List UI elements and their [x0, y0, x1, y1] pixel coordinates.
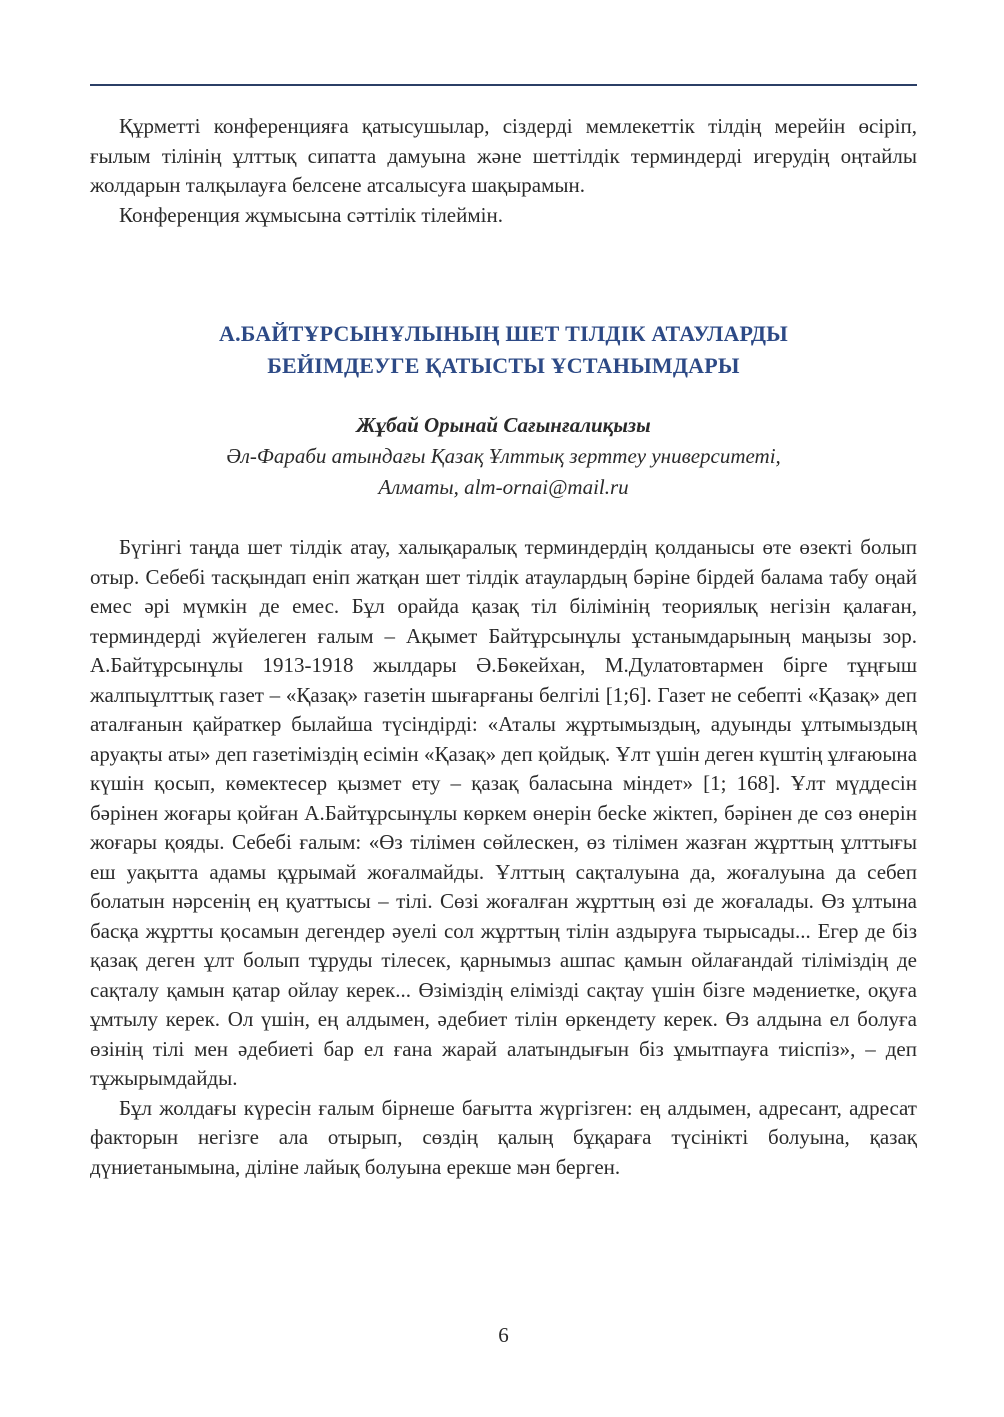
intro-section	[90, 112, 917, 230]
article-title-line: БЕЙІМДЕУГЕ ҚАТЫСТЫ ҰСТАНЫМДАРЫ	[267, 353, 740, 378]
article-title-line: А.БАЙТҰРСЫНҰЛЫНЫҢ ШЕТ ТІЛДІК АТАУЛАРДЫ	[219, 321, 788, 346]
page-number: 6	[498, 1323, 509, 1347]
intro-paragraph: Құрметті конференцияға қатысушылар, сіздерді мемлекеттік тілдің мерейін өсіріп, ғылым тілінің ұлттық сипатта дамуына және шеттілдік терминдерді игерудің оңтайлы жолдарын талқылауға белсене атсалысуға шақырамын.	[90, 114, 917, 197]
body-paragraph: Бүгінгі таңда шет тілдік атау, халықаралық терминдердің қолданысы өте өзекті болып отыр. Себебі тасқындап еніп жатқан шет тілдік атаулардың бәріне бірдей балама табу оңай емес әрі мүмкін де емес. Бұл орайда қазақ тіл білімінің теориялық негізін қалаған, терминдерді жүйелеген ғалым – Ақымет Байтұрсынұлы ұстанымдарының маңызы зор. А.Байтұрсынұлы 1913-1918 жылдары Ә.Бөкейхан, М.Дулатовтармен бірге тұңғыш жалпыұлттық газет – «Қазақ» газетін шығарғаны белгілі [1;6]. Газет не себепті «Қазақ» деп аталғанын қайраткер былайша түсіндірді: «Аталы жұртымыздың, адуынды ұлтымыздың аруақты аты» деп газетіміздің есімін «Қазақ» деп қойдық. Ұлт үшін деген күштің ұлғаюына күшін қосып, көмектесер қызмет ету – қазақ баласына міндет» [1; 168]. Ұлт мүддесін бәрінен жоғары қойған А.Байтұрсынұлы көркем өнерін бесke жіктеп, бәрінен де сөз өнерін жоғары қояды. Себебі ғалым: «Өз тілімен сөйлескен, өз тілімен жазған жұрттың ұлттығы еш уақытта адамы құрымай жоғалмайды. Ұлттың сақталуына да, жоғалуына да себеп болатын нәрсенің ең қуаттысы – тілі. Сөзі жоғалған жұрттың өзі де жоғалады. Өз ұлтына басқа жұртты қосамын дегендер әуелі сол жұрттың тілін аздыруға тырысады... Егер де біз қазақ деген ұлт болып тұруды тілесек, қарнымыз ашпас қамын ойлағандай тіліміздің де сақталу қамын қатар ойлау керек... Өзіміздің елімізді сақтау үшін бізге мәдениетке, оқуға ұмтылу керек. Ол үшін, ең алдымен, әдебиет тілін өркендету керек. Өз алдына ел болуға өзінің тілі мен әдебиеті бар ел ғана жарай алатындығын біз ұмытпауға тиіспіз», – деп тұжырымдайды.	[90, 535, 917, 1090]
article-title	[90, 318, 917, 382]
author-location-email: Алматы, alm-ornai@mail.ru	[378, 475, 629, 499]
author-block	[90, 410, 917, 503]
document-page	[90, 0, 917, 1417]
intro-paragraph: Конференция жұмысына сәттілік тілеймін.	[119, 202, 503, 227]
header-rule	[90, 84, 917, 86]
author-affiliation: Әл-Фараби атындағы Қазақ Ұлттық зерттеу университеті,	[226, 444, 781, 468]
author-name: Жұбай Орынай Сағынғалиқызы	[356, 413, 651, 437]
body-paragraph: Бұл жолдағы күресін ғалым бірнеше бағытта жүргізген: ең алдымен, адресант, адресат факторын негізге ала отырып, сөздің қалың бұқараға түсінікті болуына, қазақ дүниетанымына, діліне лайық болуына ерекше мән берген.	[90, 1095, 917, 1179]
article-body	[90, 533, 917, 1182]
